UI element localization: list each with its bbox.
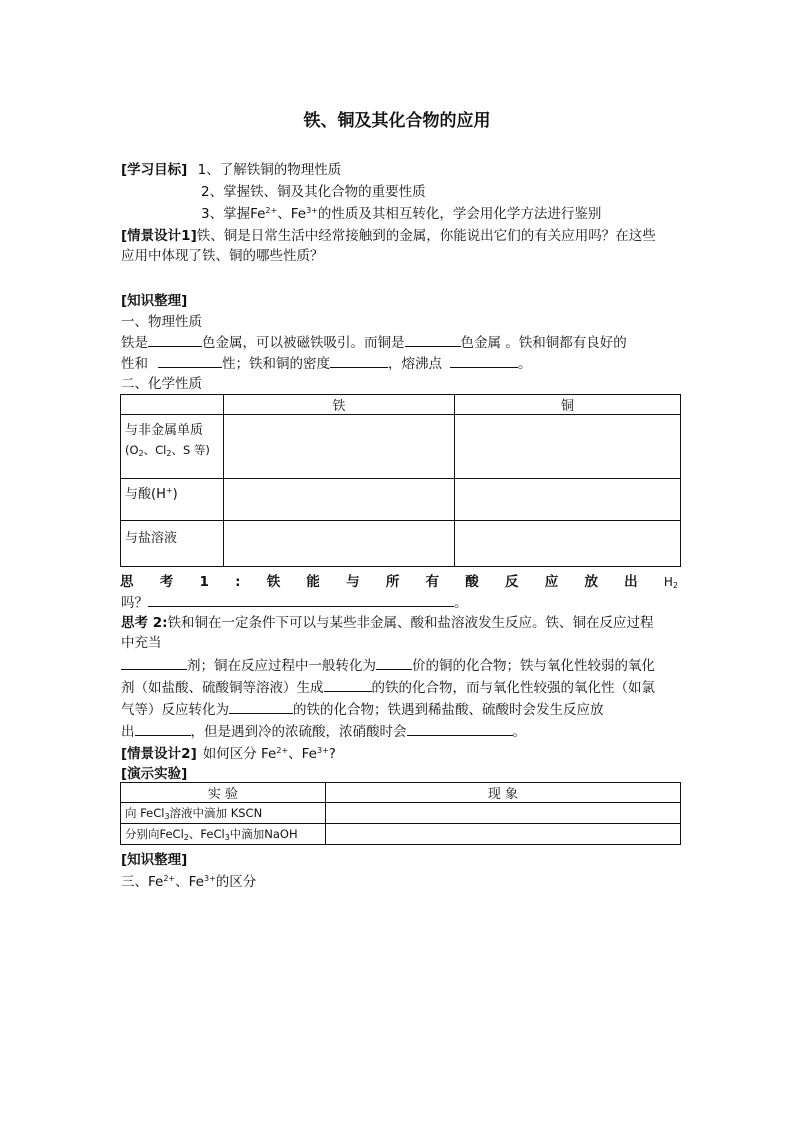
think-1-char: 放 (584, 574, 598, 590)
experiment-row-2 (121, 824, 326, 845)
think-1-q: 吗？ (121, 595, 148, 611)
answer-cell[interactable] (326, 803, 681, 824)
nonmetal-ex-b: 、Cl (143, 443, 167, 457)
section-fe-distinguish (121, 873, 256, 891)
goal-3-text-a: 3、掌握Fe (201, 206, 266, 222)
think-2-l6-c: 。 (512, 724, 526, 740)
think-1-char: 有 (425, 574, 440, 590)
acid-label-a: 与酸(H (125, 487, 166, 502)
think-1-char: 考 (159, 574, 174, 590)
table-header-blank (121, 395, 224, 415)
think-2-l5-a: 气等）反应转化为 (121, 702, 229, 718)
s3-a: 三、Fe (121, 874, 164, 890)
exp-2-b: 、FeCl (188, 827, 225, 841)
section-physical-properties: 一、物理性质 (121, 314, 202, 330)
column-header-copper: 铜 (455, 395, 681, 415)
exp-2-sub-2: 3 (224, 833, 230, 842)
think-1-char: 铁 (266, 574, 281, 590)
think-2-l3-b: 价的铜的化合物；铁与氧化性较弱的氧化 (412, 658, 655, 674)
physical-1-a: 铁是 (121, 335, 148, 351)
fill-blank[interactable] (121, 657, 187, 670)
column-header-phenomenon: 现 象 (326, 783, 681, 803)
physical-1-c: 色金属 。铁和铜都有良好的 (460, 335, 627, 351)
think-1-char: 所 (385, 574, 400, 590)
answer-cell[interactable] (224, 479, 455, 521)
nonmetal-ex-a: (O (125, 443, 139, 457)
exp-2-a: 分别向FeCl (125, 827, 184, 841)
fill-blank[interactable] (450, 355, 518, 368)
exp-1-b: 溶液中滴加 KSCN (169, 806, 263, 820)
goal-2: 2、掌握铁、铜及其化合物的重要性质 (201, 184, 426, 200)
fill-blank[interactable] (135, 723, 191, 736)
answer-cell[interactable] (224, 521, 455, 567)
think-1-h2 (664, 573, 678, 591)
exp-1-sub: 3 (164, 812, 170, 821)
think-2-label: 思考 2: (121, 615, 168, 631)
chemical-properties-table (120, 394, 681, 567)
physical-1-b: 色金属，可以被磁铁吸引。而铜是 (202, 335, 405, 351)
answer-cell[interactable] (455, 521, 681, 567)
answer-cell[interactable] (224, 415, 455, 479)
scenario-2-text-c: ? (328, 746, 336, 762)
scenario-2-label: [情景设计2] (121, 746, 197, 762)
exp-2-c: 中滴加NaOH (229, 827, 298, 841)
column-header-iron: 铁 (224, 395, 455, 415)
goal-3 (201, 205, 601, 223)
section-chemical-properties: 二、化学性质 (121, 376, 202, 392)
nonmetal-ex-c: 、S 等) (171, 443, 210, 457)
row-label-acid (121, 479, 224, 521)
scenario-2-text-a: 如何区分 Fe (202, 746, 277, 762)
scenario-1-text-1: 铁、铜是日常生活中经常接触到的金属，你能说出它们的有关应用吗？在这些 (196, 228, 656, 244)
s3-c: 的区分 (215, 874, 257, 890)
physical-2-d: 。 (518, 356, 532, 372)
fill-blank[interactable] (376, 657, 412, 670)
goal-3-text-b: 、Fe (277, 206, 307, 222)
answer-cell[interactable] (455, 415, 681, 479)
think-2-line-3 (121, 657, 655, 675)
think-1-char: 思 (120, 574, 134, 590)
s3-sup-2: 3+ (203, 874, 216, 883)
physical-line-1 (121, 334, 627, 352)
row-label-nonmetal (121, 415, 224, 479)
experiment-row-1 (121, 803, 326, 824)
think-1-char: 应 (544, 574, 559, 590)
think-2-l3-a: 剂；铜在反应过程中一般转化为 (187, 658, 376, 674)
demo-experiment-table (120, 782, 681, 845)
nonmetal-sub-2: 2 (166, 449, 172, 458)
think-1-char: 1 (199, 574, 209, 590)
physical-2-c: ，熔沸点 (388, 356, 442, 372)
goal-3-text-c: 的性质及其相互转化，学会用化学方法进行鉴别 (317, 206, 602, 222)
salt-label: 与盐溶液 (125, 531, 178, 546)
think-1-char: 出 (624, 574, 638, 590)
think-2-line-5 (121, 701, 604, 719)
fill-blank[interactable] (148, 334, 202, 347)
physical-2-a: 性和 (121, 356, 148, 372)
fill-blank[interactable] (148, 594, 454, 607)
goal-3-sup-2: 3+ (306, 206, 318, 215)
scenario-2-line (121, 745, 336, 763)
think-1-char: 酸 (465, 574, 479, 590)
think-1-char: 与 (346, 574, 360, 590)
think-2-l6-a: 出 (121, 724, 135, 740)
learning-goals-label: [学习目标] (121, 162, 188, 178)
think-2-l4-b: 的铁的化合物，而与氧化性较强的氧化性（如氯 (371, 680, 655, 696)
think-2-line-1 (121, 614, 654, 632)
think-1-h-sub: 2 (672, 581, 678, 590)
row-label-nonmetal-main: 与非金属单质 (125, 423, 204, 438)
think-1-char: 能 (306, 574, 320, 590)
answer-cell[interactable] (455, 479, 681, 521)
knowledge-label-2: [知识整理] (121, 852, 188, 868)
knowledge-label-1: [知识整理] (121, 293, 188, 309)
scenario-1-text-2: 应用中体现了铁、铜的哪些性质？ (121, 248, 324, 264)
row-label-nonmetal-examples (125, 442, 223, 458)
fill-blank[interactable] (158, 355, 222, 368)
think-1-end: 。 (454, 595, 468, 611)
think-1-line-2 (121, 594, 468, 612)
column-header-experiment: 实 验 (121, 783, 326, 803)
scenario-2-text-b: 、Fe (288, 746, 317, 762)
think-2-l6-b: ，但是遇到冷的浓硫酸，浓硝酸时会 (190, 724, 407, 740)
scenario-2-sup-1: 2+ (276, 746, 289, 755)
fill-blank[interactable] (405, 334, 461, 347)
row-label-salt (121, 521, 224, 567)
think-1-h: H (663, 575, 673, 589)
nonmetal-sub-1: 2 (138, 449, 144, 458)
s3-b: 、Fe (175, 874, 204, 890)
fill-blank[interactable] (324, 679, 372, 692)
think-1-line-1 (120, 573, 678, 591)
exp-2-sub-1: 2 (183, 833, 189, 842)
think-2-l5-b: 的铁的化合物；铁遇到稀盐酸、硫酸时会发生反应放 (293, 702, 604, 718)
fill-blank[interactable] (229, 701, 293, 714)
think-1-char: : (235, 574, 241, 590)
fill-blank[interactable] (407, 723, 513, 736)
acid-label-sup: + (165, 486, 173, 495)
goal-1: 1、了解铁铜的物理性质 (197, 162, 342, 178)
scenario-2-sup-2: 3+ (317, 746, 329, 755)
page-title: 铁、铜及其化合物的应用 (303, 111, 491, 131)
think-2-line-6 (121, 723, 526, 741)
physical-line-2 (121, 355, 532, 373)
fill-blank[interactable] (330, 355, 388, 368)
scenario-1-label: [情景设计1] (121, 228, 197, 244)
think-2-l4-a: 剂（如盐酸、硫酸铜等溶液）生成 (121, 680, 324, 696)
learning-goals-line-1 (121, 161, 341, 179)
think-1-char: 反 (505, 574, 519, 590)
exp-1-a: 向 FeCl (125, 806, 165, 820)
s3-sup-1: 2+ (163, 874, 176, 883)
physical-2-b: 性；铁和铜的密度 (222, 356, 330, 372)
answer-cell[interactable] (326, 824, 681, 845)
goal-3-sup-1: 2+ (265, 206, 278, 215)
think-2-text-2: 中充当 (121, 635, 162, 651)
acid-label-b: ) (172, 487, 178, 502)
think-2-text-1: 铁和铜在一定条件下可以与某些非金属、酸和盐溶液发生反应。铁、铜在反应过程 (167, 615, 654, 631)
demo-label: [演示实验] (121, 766, 188, 782)
scenario-1-line-1 (121, 227, 656, 245)
think-2-line-4 (121, 679, 655, 697)
